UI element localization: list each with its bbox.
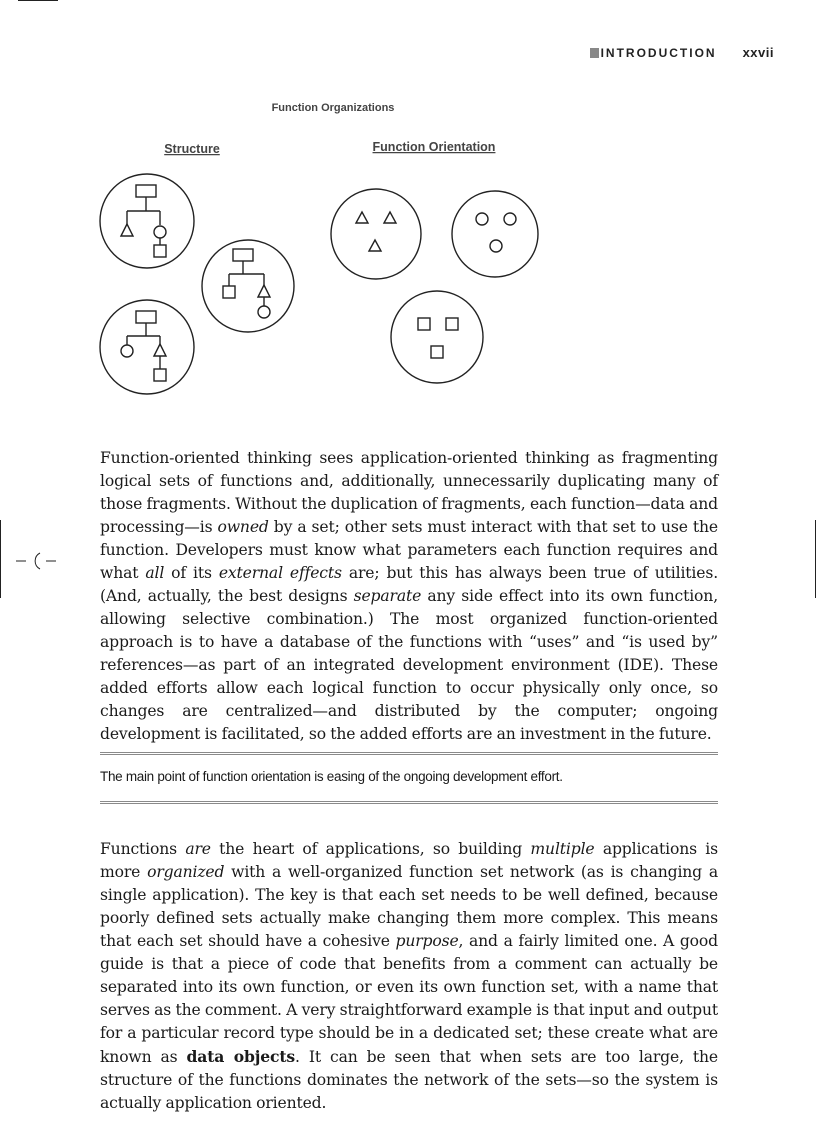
function-orientation-label: Function Orientation — [372, 140, 496, 154]
registration-mark-icon — [16, 549, 56, 573]
text-run: the heart of applications, so building — [210, 840, 531, 858]
text-run: Function-oriented thinking sees application-oriented thinking as fragmenting logical sets of functions and, additionally, unnecessarily duplicating many of those fragments. Without the duplication of fragments, each function—data and processing—is — [100, 449, 718, 536]
structure-label: Structure — [164, 142, 220, 156]
text-run: applications is more — [100, 840, 718, 881]
structure-circle-2 — [202, 240, 294, 332]
text-run: . It can be seen that when sets are too large, the structure of the functions dominates the network of the sets—so the system is actually application oriented. — [100, 1048, 718, 1112]
triangle-function-set — [331, 189, 421, 279]
crop-mark-top — [18, 0, 58, 1]
italic-run: separate — [353, 587, 422, 605]
figure-title: Function Organizations — [271, 102, 395, 114]
page-number: xxvii — [742, 45, 774, 60]
structure-circle-3 — [100, 300, 194, 394]
running-head — [590, 45, 774, 60]
text-run: Functions — [100, 840, 186, 858]
running-head-bar — [590, 48, 599, 58]
body-paragraph-2 — [100, 838, 718, 1115]
circle-function-set — [452, 191, 538, 277]
text-run: of its — [164, 564, 219, 582]
key-point-callout — [100, 752, 718, 804]
text-run: , and a fairly limited one. A good guide is that a piece of code that benefits from a comment can actually be separated into its own function, or even its own function set, with a name that serves as the comment. A very straightforward example is that input and output for a particular record type should be in a dedicated set; these create what are known as — [100, 932, 718, 1066]
text-run: by a set; other sets must interact with that set to use the function. Developers must know what parameters each function requires and what — [100, 518, 718, 582]
body-paragraph-1 — [100, 447, 718, 746]
italic-run: multiple — [530, 840, 595, 858]
italic-run: all — [145, 564, 165, 582]
italic-run: are — [185, 840, 211, 858]
running-head-section: INTRODUCTION — [600, 45, 717, 60]
text-run: with a well-organized function set network (as is changing a single application). The key is that each set needs to be well defined, because poorly defined sets actually make changing them more complex. This means that each set should have a cohesive — [100, 863, 718, 950]
crop-mark-left — [0, 520, 1, 598]
italic-run: purpose — [395, 932, 459, 950]
italic-run: owned — [217, 518, 269, 536]
function-organizations-figure — [95, 95, 565, 405]
structure-circle-1 — [100, 174, 194, 268]
callout-text: The main point of function orientation is easing of the ongoing development effort. — [100, 769, 563, 784]
italic-run: external effects — [218, 564, 342, 582]
text-run: any side effect into its own function, allowing selective combination.) The most organized function-oriented approach is to have a database of the functions with “uses” and “is used by” references—as part of an integrated development environment (IDE). These added efforts allow each logical function to occur physically only once, so changes are centralized—and distributed by the computer; ongoing development is facilitated, so the added efforts are an investment in the future. — [100, 587, 718, 743]
bold-term: data objects — [186, 1047, 296, 1066]
italic-run: organized — [147, 863, 225, 881]
text-run: are; but this has always been true of utilities. (And, actually, the best designs — [100, 564, 719, 605]
square-function-set — [391, 291, 483, 383]
